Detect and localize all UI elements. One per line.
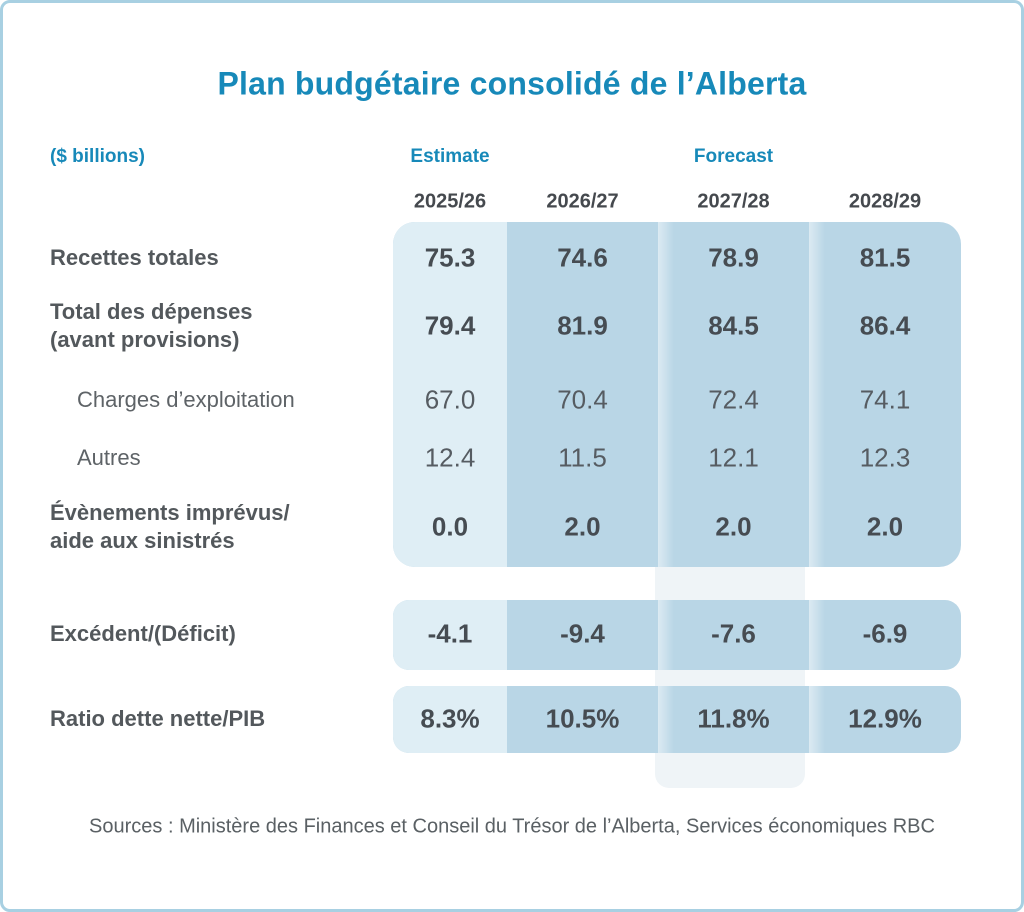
year-header-2026-27: 2026/27 [546, 190, 619, 213]
year-header-2025-26: 2025/26 [413, 190, 487, 213]
year-header-2027-28: 2027/28 [697, 190, 770, 213]
value-cell: 12.3 [859, 442, 911, 473]
row-label: Excédent/(Déficit) [50, 621, 236, 646]
value-cell: 12.4 [424, 442, 476, 473]
row-label: Autres [77, 445, 141, 470]
value-cell: -4.1 [427, 618, 473, 649]
row-label: Recettes totales [50, 245, 219, 270]
value-cell: 2.0 [866, 511, 904, 542]
row-label: Charges d’exploitation [77, 387, 295, 412]
value-cell: 86.4 [859, 310, 911, 341]
value-cell: 10.5% [545, 703, 620, 734]
value-cell: 11.8% [697, 703, 770, 734]
value-cell: 0.0 [431, 511, 469, 542]
row-label: Évènements imprévus/ aide aux sinistrés [50, 500, 290, 553]
value-cell: 2.0 [715, 511, 752, 542]
units-label: ($ billions) [50, 146, 145, 167]
value-cell: 70.4 [557, 384, 608, 415]
value-cell: 84.5 [708, 310, 759, 341]
value-cell: 72.4 [708, 384, 759, 415]
value-cell: -7.6 [711, 618, 756, 649]
row-label: Total des dépenses (avant provisions) [50, 299, 253, 352]
value-cell: 74.1 [859, 384, 911, 415]
value-cell: 74.6 [557, 242, 608, 273]
column-group-estimate: Estimate [410, 146, 490, 167]
value-cell: -9.4 [560, 618, 605, 649]
value-cell: 75.3 [424, 242, 476, 273]
sources-note: Sources : Ministère des Finances et Conseil du Trésor de l’Alberta, Services économiques RBC [89, 815, 935, 838]
page-title: Plan budgétaire consolidé de l’Alberta [217, 65, 807, 102]
year-header-2028-29: 2028/29 [848, 190, 922, 213]
value-cell: 81.9 [557, 310, 608, 341]
value-cell: 2.0 [564, 511, 601, 542]
column-group-forecast: Forecast [693, 146, 774, 167]
value-cell: 67.0 [424, 384, 476, 415]
value-cell: -6.9 [862, 618, 908, 649]
value-cell: 11.5 [558, 442, 607, 473]
row-label: Ratio dette nette/PIB [50, 706, 266, 731]
value-cell: 12.9% [848, 703, 922, 734]
value-cell: 8.3% [420, 703, 480, 734]
value-cell: 12.1 [708, 442, 759, 473]
value-cell: 81.5 [859, 242, 911, 273]
value-cell: 79.4 [424, 310, 476, 341]
value-cell: 78.9 [708, 242, 759, 273]
